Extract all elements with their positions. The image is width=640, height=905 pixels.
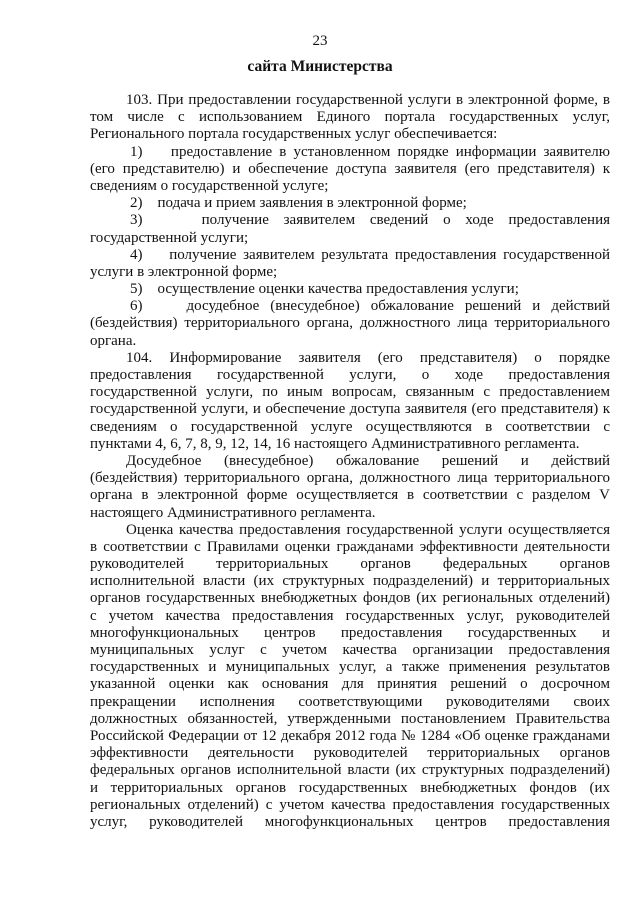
text-line: услуги в электронной форме;	[90, 263, 278, 280]
text-line: (бездействия) территориального органа, должностного лица территориального	[90, 315, 610, 332]
text-line: 4) получение заявителем результата предоставления государственной	[130, 246, 610, 263]
text-line: в соответствии с Правилами оценки гражданами эффективности деятельности	[90, 538, 610, 555]
text-line: том числе с использованием Единого портала государственных услуг,	[90, 109, 610, 126]
text-line: органов государственных внебюджетных фондов (их региональных отделений)	[90, 590, 610, 607]
text-line: эффективности деятельности руководителей территориальных органов	[90, 745, 610, 762]
text-line: 3) получение заявителем сведений о ходе предоставления	[130, 212, 610, 229]
document-body	[90, 92, 610, 831]
text-line: государственных и муниципальных услуг, а также применения результатов	[90, 659, 610, 676]
text-line: органа в электронной форме осуществляется в соответствии с разделом V	[90, 487, 610, 504]
text-line: 1) предоставление в установленном порядке информации заявителю	[130, 143, 610, 160]
text-line: Досудебное (внесудебное) обжалование решений и действий	[126, 452, 610, 469]
text-line: настоящего Административного регламента.	[90, 504, 376, 521]
text-line: сведениям о государственной услуге;	[90, 177, 329, 194]
text-line: органа.	[90, 332, 137, 349]
text-line: Российской Федерации от 12 декабря 2012 года № 1284 «Об оценке гражданами	[90, 727, 610, 744]
text-line: государственной услуги;	[90, 229, 249, 246]
text-line: государственной услуги, и обеспечение доступа заявителя (его представителя) к	[90, 401, 610, 418]
page-heading: сайта Министерства	[247, 58, 393, 75]
text-line: 6) досудебное (внесудебное) обжалование решений и действий	[130, 298, 610, 315]
text-line: (его представителю) и обеспечение доступа заявителя (его представителя) к	[90, 160, 610, 177]
text-line: 103. При предоставлении государственной услуги в электронной форме, в	[126, 92, 610, 108]
text-line: 2) подача и прием заявления в электронной форме;	[130, 195, 467, 212]
text-line: и территориальных органов государственных внебюджетных фондов (их	[90, 779, 610, 796]
text-line: услуг, руководителей многофункциональных центров предоставления	[90, 813, 610, 830]
text-line: региональных отделений) с учетом качества предоставления государственных	[90, 796, 610, 813]
page-number: 23	[312, 33, 328, 49]
text-line: Регионального портала государственных услуг обеспечивается:	[90, 126, 498, 143]
text-line: 104. Информирование заявителя (его представителя) о порядке	[126, 349, 610, 366]
text-line: Оценка качества предоставления государственной услуги осуществляется	[126, 521, 610, 538]
text-line: государственной услуги, по иным вопросам, связанным с предоставлением	[90, 384, 610, 401]
text-line: предоставления государственной услуги, о ходе предоставления	[90, 367, 610, 383]
text-line: муниципальных услуг с учетом качества организации предоставления	[90, 642, 610, 658]
text-line: пунктами 4, 6, 7, 8, 9, 12, 14, 16 настоящего Административного регламента.	[90, 435, 580, 452]
text-line: с учетом качества предоставления государственных услуг, руководителей	[90, 607, 610, 624]
text-line: (бездействия) территориального органа, должностного лица территориального	[90, 470, 610, 487]
text-line: исполнительной власти (их структурных подразделений) и территориальных	[90, 573, 610, 590]
text-line: многофункциональных центров предоставления государственных и	[90, 624, 610, 641]
text-line: руководителей территориальных органов федеральных органов	[90, 556, 610, 573]
text-line: прекращении исполнения соответствующими руководителями своих	[90, 693, 610, 710]
text-line: 5) осуществление оценки качества предоставления услуги;	[130, 281, 519, 298]
text-line: указанной оценки как основания для принятия решений о досрочном	[90, 676, 610, 693]
text-line: федеральных органов исполнительной власти (их структурных подразделений)	[90, 762, 610, 779]
text-line: должностных обязанностей, утвержденными постановлением Правительства	[90, 710, 610, 727]
text-line: сведениям о государственной услуге осуществляются в соответствии с	[90, 418, 610, 435]
